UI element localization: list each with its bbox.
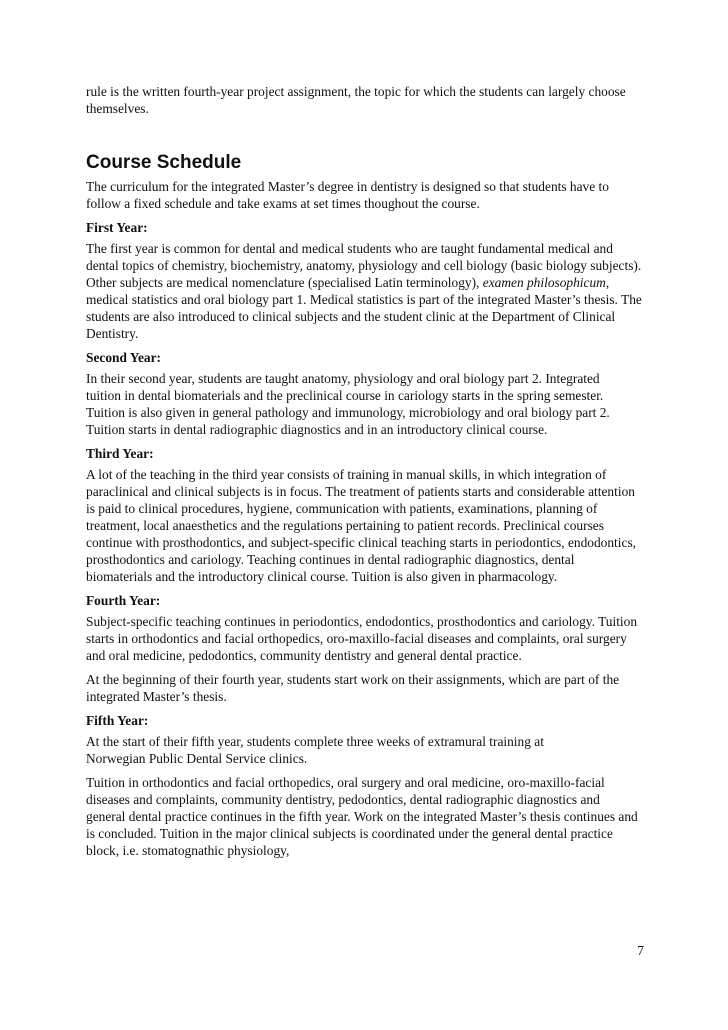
third-year-heading: Third Year: — [86, 446, 154, 461]
fifth-year-paragraph-2: Tuition in orthodontics and facial orthopedics, oral surgery and oral medicine, oro-maxillo-facial diseases and complaints, community dentistry, pedodontics, dental radiographic diagnostics and general dental practice continues in the fifth year. Work on the integrated Master’s thesis continues and is concluded. Tuition in the major clinical subjects is coordinated under the general dental practice block, i.e. stomatognathic physiology, — [86, 775, 638, 858]
section-intro-paragraph: The curriculum for the integrated Master’s degree in dentistry is designed so that students have to follow a fixed schedule and take exams at set times thoughout the course. — [86, 179, 609, 211]
fifth-year-heading: Fifth Year: — [86, 713, 149, 728]
fifth-year-paragraph-1: At the start of their fifth year, students complete three weeks of extramural training at Norwegian Public Dental Service clinics. — [86, 734, 544, 766]
second-year-heading: Second Year: — [86, 350, 162, 365]
first-year-emphasis: examen philosophicum — [482, 275, 606, 290]
page-number: 7 — [637, 943, 644, 958]
fourth-year-paragraph-2: At the beginning of their fourth year, students start work on their assignments, which are part of the integrated Master’s thesis. — [86, 672, 620, 704]
fourth-year-paragraph-1: Subject-specific teaching continues in periodontics, endodontics, prosthodontics and cariology. Tuition starts in orthodontics and facial orthopedics, oro-maxillo-facial diseases and complaints, oral surgery and oral medicine, pedodontics, community dentistry and general dental practice. — [86, 614, 638, 663]
fourth-year-heading: Fourth Year: — [86, 593, 161, 608]
intro-paragraph: rule is the written fourth-year project assignment, the topic for which the students can largely choose themselves. — [86, 84, 626, 116]
first-year-heading: First Year: — [86, 220, 148, 235]
third-year-paragraph: A lot of the teaching in the third year consists of training in manual skills, in which integration of paraclinical and clinical subjects is in focus. The treatment of patients starts and considerable attention is paid to clinical procedures, hygiene, communication with patients, examinations, planning of treatment, local anaesthetics and the regulations pertaining to patient records. Preclinical courses continue with prosthodontics, and subject-specific clinical teaching starts in periodontics, endodontics, prosthodontics and cariology. Teaching continues in dental radiographic diagnostics, dental biomaterials and the introductory clinical course. Tuition is also given in pharmacology. — [86, 467, 636, 584]
section-title: Course Schedule — [86, 152, 242, 173]
first-year-text-a: The first year is common for dental and medical students who are taught fundamental medical and dental topics of chemistry, biochemistry, anatomy, physiology and cell biology (basic biology subjects). Other subjects are medical nomenclature (specialised Latin terminology), — [86, 241, 642, 290]
first-year-text-b: , medical statistics and oral biology part 1. Medical statistics is part of the integrated Master’s thesis. The students are also introduced to clinical subjects and the student clinic at the Department of Clinical Dentistry. — [86, 275, 642, 341]
first-year-paragraph — [86, 240, 642, 342]
second-year-paragraph: In their second year, students are taught anatomy, physiology and oral biology part 2. Integrated tuition in dental biomaterials and the preclinical course in cariology starts in the spring semester. Tuition is also given in general pathology and immunology, microbiology and oral biology part 2. Tuition starts in dental radiographic diagnostics and in an introductory clinical course. — [86, 371, 610, 437]
